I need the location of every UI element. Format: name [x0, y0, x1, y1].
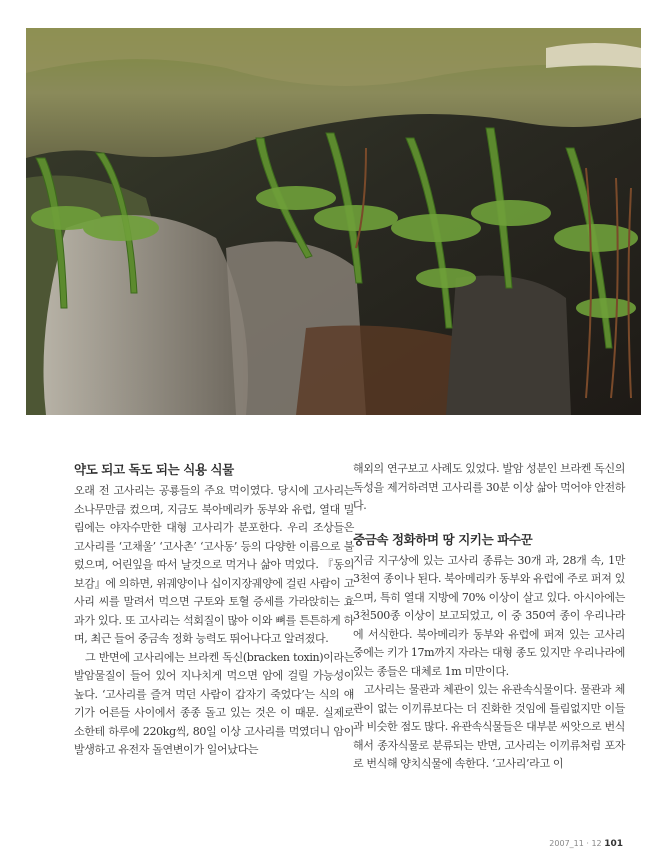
body-paragraph: 오래 전 고사리는 공룡들의 주요 먹이였다. 당시에 고사리는 소나무만큼 컸으며, 지금도 북아메리카 동부와 유럽, 열대 밀림에는 야자수만한 대형 고사리가 분포한다. 우리 조상들은 고사리를 ‘고채울’ ‘고사촌’ ‘고사동’ 등의 다양한 이름으로 불렀으며, 어린잎을 따서 날것으로 먹거나 삶아 먹었다. 『동의보감』에 의하면, 위궤양이나 십이지장궤양에 걸린 사람이 고사리 씨를 말려서 먹으면 구토와 토혈 증세를 가라앉히는 효과가 있다. 또 고사리는 석회질이 많아 이와 뼈를 튼튼하게 하며, 최근 들어 중금속 정화 능력도 뛰어나다고 알려졌다.	[74, 484, 354, 645]
issue-date: 2007_11 · 12	[549, 839, 602, 848]
right-text-column	[353, 460, 625, 774]
page-number: 101	[604, 839, 623, 849]
page-footer	[549, 839, 623, 849]
body-paragraph-continued: 해외의 연구보고 사례도 있었다. 발암 성분인 브라켄 독신의 독성을 제거하려면 고사리를 30분 이상 삶아 먹어야 안전하다.	[353, 462, 625, 512]
section-heading-heavy-metal: 중금속 정화하며 땅 지키는 파수꾼	[353, 531, 533, 547]
body-paragraph: 그 반면에 고사리에는 브라켄 독신(bracken toxin)이라는 발암물질이 들어 있어 지나치게 먹으면 암에 걸릴 가능성이 높다. ‘고사리를 즐겨 먹던 사람이 갑자기 죽었다’는 식의 얘기가 어른들 사이에서 종종 돌고 있는 것은 이 때문. 실제로 소한테 하루에 220kg씩, 80일 이상 고사리를 먹였더니 암이 발생하고 유전자 돌연변이가 일어났다는	[74, 650, 354, 756]
body-paragraph: 지금 지구상에 있는 고사리 종류는 30개 과, 28개 속, 1만 3천여 종이나 된다. 북아메리카 동부와 유럽에 주로 퍼져 있으며, 특히 열대 지방에 70% 이상이 살고 있다. 아시아에는 3천500종 이상이 보고되었고, 이 중 350여 종이 우리나라에 서식한다. 북아메리카 동부와 유럽에 퍼져 있는 고사리 중에는 키가 17m까지 자라는 대형 종도 있지만 우리나라에 있는 종들은 대체로 1m 미만이다.	[353, 553, 625, 678]
body-paragraph: 고사리는 물관과 체관이 있는 유관속식물이다. 물관과 체관이 없는 이끼류보다는 더 진화한 것임에 틀림없지만 이들과 비슷한 점도 많다. 유관속식물들은 대부분 씨앗으로 번식해서 종자식물로 분류되는 반면, 고사리는 이끼류처럼 포자로 번식해 양치식물에 속한다. ‘고사리’라고 이	[353, 683, 625, 770]
section-heading-edible-plant: 약도 되고 독도 되는 식용 식물	[74, 462, 234, 477]
fern-photo-illustration	[26, 28, 641, 415]
left-text-column	[74, 460, 354, 760]
fern-cave-photo	[26, 28, 641, 415]
